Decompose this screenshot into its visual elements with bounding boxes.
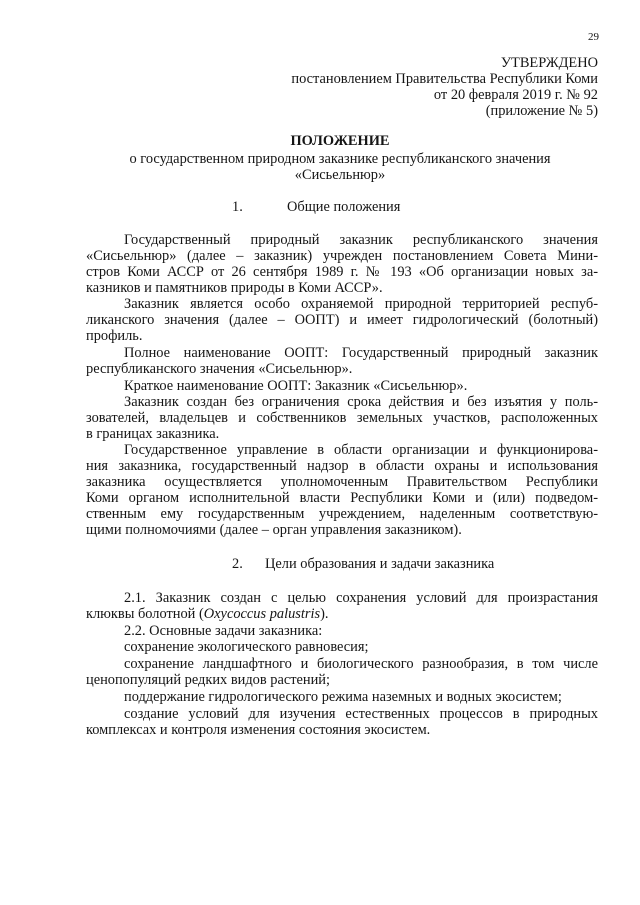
approval-stamp-title: УТВЕРЖДЕНО (500, 55, 598, 71)
text-line: Коми органом исполнительной власти Республики Коми и (или) подведом- (86, 490, 598, 506)
list-item: создание условий для изучения естественных процессов в природных (124, 706, 598, 722)
text-line: 2.2. Основные задачи заказника: (124, 623, 323, 639)
text-line: республиканского значения «Сисьельнюр». (86, 361, 353, 377)
text-line: Государственный природный заказник республиканского значения (124, 232, 598, 248)
section-title: Цели образования и задачи заказника (265, 556, 495, 572)
text-line: ственным ему государственным учреждением, наделенным соответствую- (86, 506, 598, 522)
document-subtitle: о государственном природном заказнике республиканского значения (129, 151, 551, 167)
document-heading: ПОЛОЖЕНИЕ (290, 133, 390, 149)
text-line: ликанского значения (далее – ООПТ) и имеет гидрологический (болотный) (86, 312, 598, 328)
document-subtitle: «Сисьельнюр» (294, 167, 386, 183)
section-number: 1. (232, 199, 243, 215)
list-item: сохранение ландшафтного и биологического разнообразия, в том числе (124, 656, 598, 672)
text-line: Заказник создан без ограничения срока действия и без изъятия у поль- (124, 394, 598, 410)
text-line: щими полномочиями (далее – орган управления заказником). (86, 522, 462, 538)
text-line: ценопопуляций редких видов растений; (86, 672, 331, 688)
latin-species-name: Oxycoccus palustris (203, 606, 321, 622)
text-line: профиль. (86, 328, 143, 344)
list-item: сохранение экологического равновесия; (124, 639, 369, 655)
text-line: комплексах и контроля изменения состояния экосистем. (86, 722, 431, 738)
section-title: Общие положения (287, 199, 401, 215)
text-fragment: ). (320, 606, 329, 622)
text-line: заказника осуществляется уполномоченным Правительством Республики (86, 474, 598, 490)
text-line: Полное наименование ООПТ: Государственный природный заказник (124, 345, 598, 361)
page-number: 29 (588, 31, 599, 43)
text-line: ния заказника, государственный надзор в области охраны и использования (86, 458, 598, 474)
text-fragment: клюквы болотной ( (86, 606, 204, 622)
list-item: поддержание гидрологического режима наземных и водных экосистем; (124, 689, 562, 705)
text-line: «Сисьельнюр» (далее – заказник) учрежден постановлением Совета Мини- (86, 248, 598, 264)
text-line: в границах заказника. (86, 426, 220, 442)
approval-stamp-line: от 20 февраля 2019 г. № 92 (433, 87, 598, 103)
text-line: Заказник является особо охраняемой природной территорией респуб- (124, 296, 598, 312)
text-line: казников и памятников природы в Коми АССР». (86, 280, 383, 296)
approval-stamp-line: постановлением Правительства Республики Коми (291, 71, 598, 87)
approval-stamp-line: (приложение № 5) (485, 103, 598, 119)
text-line: 2.1. Заказник создан с целью сохранения условий для произрастания (124, 590, 598, 606)
text-line: стров Коми АССР от 26 сентября 1989 г. № 193 «Об организации новых за- (86, 264, 598, 280)
section-number: 2. (232, 556, 243, 572)
text-line (86, 606, 328, 623)
text-line: Краткое наименование ООПТ: Заказник «Сисьельнюр». (124, 378, 468, 394)
text-line: зователей, владельцев и собственников земельных участков, расположенных (86, 410, 598, 426)
text-line: Государственное управление в области организации и функционирова- (124, 442, 598, 458)
